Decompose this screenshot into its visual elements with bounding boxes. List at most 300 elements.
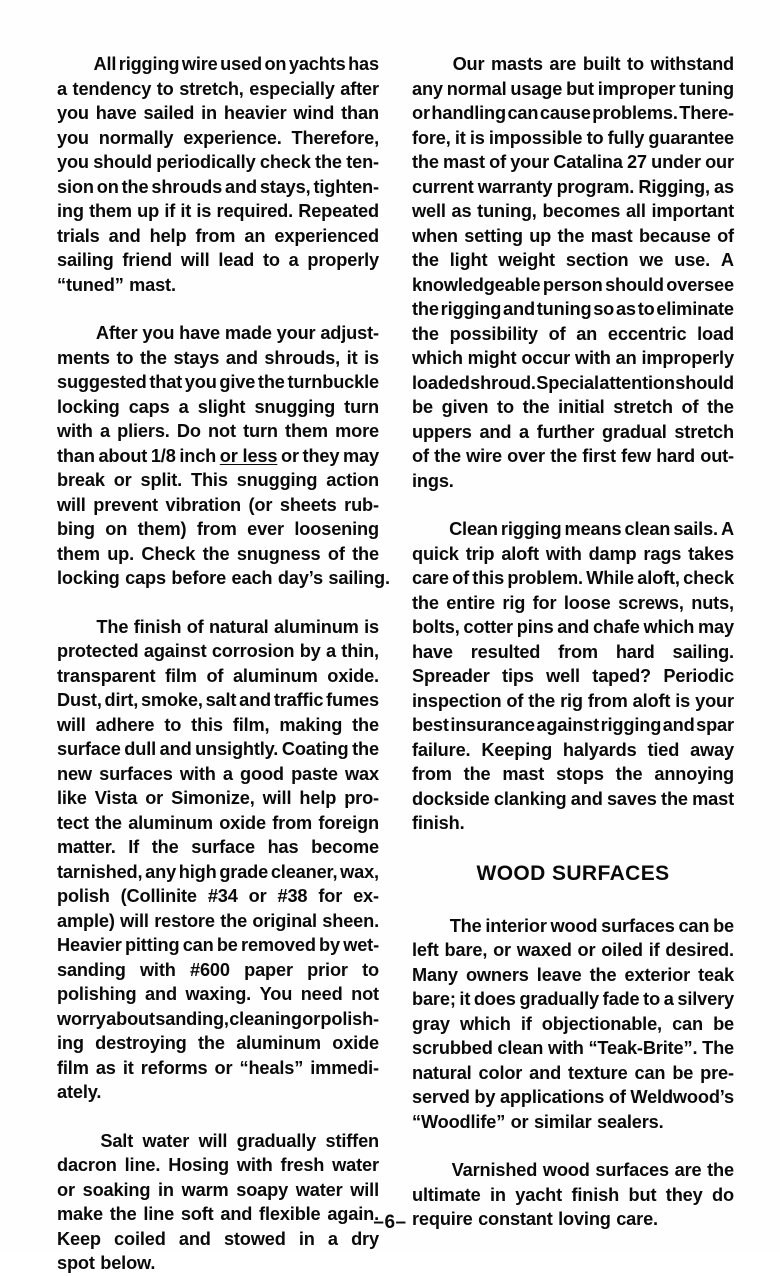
word: require [412, 1209, 473, 1229]
word: or [412, 103, 430, 123]
word: stretch [613, 397, 673, 417]
paragraph [57, 1129, 379, 1276]
word: if [164, 201, 176, 221]
word: or [510, 1111, 529, 1132]
word: like [57, 788, 87, 808]
text-line [412, 150, 734, 175]
word: bare, [444, 940, 488, 960]
text-line [412, 938, 734, 963]
word: this [191, 714, 223, 735]
word: dacron [57, 1155, 117, 1175]
word: not [208, 421, 236, 441]
word: of [489, 152, 506, 172]
word: to [586, 127, 604, 148]
word: dockside [412, 788, 490, 809]
word: the [412, 323, 439, 344]
word: occur [521, 348, 571, 368]
word: good [240, 763, 284, 784]
word: aluminum [236, 1033, 321, 1053]
word: will [350, 1179, 379, 1200]
word: the [412, 250, 439, 270]
paragraph [412, 52, 734, 493]
word: break [57, 470, 105, 490]
word: Varnished [451, 1160, 538, 1180]
word: making [279, 714, 343, 735]
word: Periodic [663, 666, 734, 686]
word: will [198, 1130, 228, 1151]
word: sailing. [328, 568, 390, 588]
word: is [675, 690, 691, 711]
word: knowledgeable [412, 274, 541, 295]
word: than [57, 445, 95, 466]
word: of [452, 568, 469, 588]
text-line [57, 688, 379, 713]
word: stops [556, 764, 604, 784]
word: cleaning [229, 1008, 302, 1029]
word: to [156, 78, 174, 99]
word: on [264, 54, 287, 74]
word: caps [128, 396, 170, 417]
word: water [142, 1130, 190, 1151]
text-line [57, 1080, 379, 1105]
word: away [690, 739, 734, 760]
text-line [57, 468, 379, 493]
word: aluminum [274, 616, 359, 637]
text-line [412, 126, 734, 151]
word: tendency [72, 78, 152, 99]
word: wire [181, 54, 218, 74]
word: our [705, 152, 734, 172]
word: #38 [277, 886, 308, 906]
word: shroud. [470, 372, 536, 393]
word: pins [516, 617, 554, 637]
word: it [122, 1057, 134, 1078]
text-line [57, 835, 379, 860]
word: shrouds [151, 176, 223, 197]
word: warm [181, 1179, 229, 1200]
word: should [605, 274, 664, 295]
text-line [57, 321, 379, 346]
word: film [165, 665, 197, 686]
text-line [412, 787, 734, 812]
word: owners [465, 964, 529, 985]
word: aloft [632, 690, 671, 711]
word: uppers [412, 421, 472, 442]
word: clanking [493, 788, 567, 809]
text-line [57, 1007, 379, 1032]
word: adhere [95, 714, 155, 735]
word: or [248, 886, 267, 906]
text-line [412, 1085, 734, 1110]
text-line [57, 860, 379, 885]
word: natural [209, 616, 269, 637]
word: eliminate [656, 299, 734, 319]
word: original [252, 910, 317, 931]
word: well [412, 201, 446, 221]
word: but [566, 78, 594, 99]
word: be [672, 1062, 694, 1083]
word: eccentric [607, 323, 687, 344]
word: surfaces [595, 1160, 669, 1180]
word: of [327, 543, 345, 564]
word: waxed [516, 940, 572, 960]
text-line [57, 1153, 379, 1178]
word: is [469, 127, 485, 148]
word: similar [533, 1111, 592, 1132]
word: it [454, 127, 466, 148]
word: with [545, 543, 582, 564]
word: Hosing [168, 1155, 229, 1175]
word: can [507, 103, 539, 123]
word: sheen. [322, 910, 379, 931]
word: should [675, 372, 734, 393]
word: loosening [294, 519, 379, 539]
word: sion [57, 176, 94, 197]
word: wood [542, 1160, 590, 1180]
word: aluminum [128, 812, 213, 833]
text-line [412, 469, 734, 494]
word: dry [351, 1228, 379, 1249]
word: natural [412, 1062, 472, 1083]
word: is [196, 201, 212, 221]
word: on [105, 519, 128, 539]
text-line [57, 370, 379, 395]
word: 27 [626, 152, 647, 172]
text-line [57, 1178, 379, 1203]
word: the [139, 347, 167, 368]
text-line [57, 517, 379, 542]
word: surface [57, 739, 121, 759]
word: ex- [353, 886, 379, 906]
word: 1/8 [150, 445, 176, 466]
word: tarnished, [57, 861, 143, 882]
text-line [57, 811, 379, 836]
word: stretch, [179, 78, 244, 99]
word: paper [244, 959, 293, 980]
word: may [698, 617, 734, 637]
word: an [615, 348, 637, 368]
word: by [299, 641, 321, 661]
word: up [529, 225, 552, 246]
word: we [639, 250, 664, 270]
word: inspection [412, 690, 502, 711]
word: give [219, 372, 256, 392]
word: and [570, 788, 603, 809]
word: desired. [665, 940, 734, 960]
word: masts [491, 54, 543, 74]
word: film [57, 1057, 89, 1078]
word: cleaner, [270, 861, 338, 882]
word: snugging [254, 396, 336, 417]
word: Rigging, [638, 176, 710, 197]
word: waxing. [185, 984, 252, 1004]
word: as [95, 1057, 116, 1078]
word: sailed [143, 103, 195, 123]
text-line [412, 1012, 734, 1037]
word: from [412, 764, 452, 784]
word: become [311, 837, 379, 857]
word: Spreader [412, 666, 490, 686]
word: halyards [562, 739, 637, 760]
word: or [145, 788, 164, 808]
text-line [57, 199, 379, 224]
word: failure. [412, 739, 471, 760]
word: line. [124, 1155, 161, 1175]
word: do [712, 1184, 734, 1205]
word: shrouds, [264, 347, 341, 368]
word: vibration [165, 494, 241, 515]
word: wax, [340, 861, 379, 882]
word: have [179, 323, 221, 343]
word: care [412, 568, 449, 588]
word: this [472, 568, 505, 588]
word: color [478, 1062, 523, 1083]
word: mast. [129, 274, 176, 295]
word: wax [345, 763, 379, 784]
word: smoke, [140, 690, 203, 710]
word: under [651, 152, 701, 172]
text-line [57, 248, 379, 273]
word: they [665, 1184, 703, 1205]
word: Weldwood’s [630, 1087, 734, 1107]
word: bing [57, 519, 95, 539]
word: normal [446, 78, 507, 99]
word: make [57, 1204, 103, 1224]
word: paste [291, 763, 338, 784]
word: surfaces [601, 915, 675, 936]
word: tuning [536, 299, 592, 319]
word: destroying [95, 1033, 187, 1053]
word: light [449, 250, 488, 270]
word: removed [241, 935, 316, 955]
word: check [683, 568, 734, 588]
word: use. [674, 250, 711, 270]
word: mast [443, 152, 485, 172]
word: may [342, 445, 379, 466]
word: #34 [207, 886, 238, 906]
word: snugging [236, 470, 318, 490]
word: gradual [601, 421, 667, 442]
word: silvery [677, 989, 734, 1009]
word: oxide [332, 1033, 379, 1053]
word: chafe [592, 617, 640, 637]
paragraph [57, 321, 390, 591]
word: or [57, 1179, 75, 1200]
word: the [220, 910, 248, 931]
text-line [412, 1158, 734, 1183]
word: aloft [501, 543, 539, 564]
word: with [57, 421, 93, 441]
word: impossible [488, 127, 583, 148]
word: rub- [344, 494, 379, 515]
text-line [57, 1031, 379, 1056]
word: you [57, 152, 89, 172]
text-line [412, 297, 734, 322]
word: given [441, 397, 489, 417]
word: can [182, 935, 214, 955]
word: against [143, 641, 207, 661]
word: an [244, 225, 266, 246]
word: improper [597, 78, 676, 99]
word: Therefore, [291, 127, 379, 148]
word: mast [590, 225, 633, 246]
word: or [493, 940, 511, 960]
text-line [412, 664, 734, 689]
word: has [267, 837, 299, 857]
word: ately. [57, 1082, 102, 1102]
word: served [412, 1087, 470, 1107]
word: fade [602, 989, 640, 1009]
word: inch [179, 445, 217, 466]
word: prevent [93, 494, 158, 515]
text-column-right [412, 52, 734, 1232]
word: any [145, 861, 177, 882]
word: which [643, 617, 695, 637]
word: dull [124, 739, 157, 759]
word: your [276, 323, 316, 343]
word: the [615, 764, 643, 784]
text-line [57, 542, 379, 567]
word: corrosion [211, 641, 295, 661]
text-line [412, 371, 734, 396]
word: foreign [318, 812, 379, 833]
word: transparent [57, 665, 156, 686]
first-line-indent [57, 615, 91, 640]
word: a [327, 1228, 338, 1249]
word: for [318, 886, 343, 906]
word: annoying [654, 764, 734, 784]
word: with [547, 1038, 584, 1058]
word: stiffen [325, 1130, 379, 1151]
word: against [536, 715, 600, 735]
text-line [57, 77, 379, 102]
word: polish- [320, 1008, 379, 1029]
word: aloft, [637, 568, 680, 588]
word: soapy [236, 1179, 289, 1200]
word: stays [173, 347, 220, 368]
word: be [216, 935, 238, 955]
word: and [225, 347, 258, 368]
text-line [412, 963, 734, 988]
word: important [651, 201, 734, 221]
word: locking [57, 568, 120, 588]
word: Clean [449, 519, 498, 539]
word: by [319, 935, 340, 955]
text-line [412, 273, 734, 298]
word: attention [599, 372, 675, 393]
word: a [222, 763, 233, 784]
word: you [184, 372, 217, 392]
word: insurance [450, 715, 535, 735]
text-line [57, 395, 379, 420]
word: damp [588, 543, 637, 564]
word: a [178, 396, 189, 417]
word: left [412, 940, 439, 960]
text-line [412, 52, 734, 77]
word: turnbuckle [287, 372, 379, 392]
word: of [681, 397, 699, 417]
word: is [364, 347, 379, 368]
text-line [57, 493, 379, 518]
word: which [459, 1013, 511, 1034]
word: guarantee [648, 127, 734, 148]
word: the [707, 397, 734, 417]
word: suggested [57, 372, 147, 392]
paragraph [412, 914, 734, 1135]
text-line [57, 175, 379, 200]
word: caps [125, 568, 166, 588]
word: wind [293, 103, 335, 123]
word: tighten- [313, 176, 379, 197]
text-line [57, 52, 379, 77]
word: to [637, 299, 655, 319]
word: the [315, 152, 342, 172]
word: built [582, 54, 621, 74]
word: to [497, 397, 514, 417]
word: will [57, 714, 86, 735]
word: weight [498, 250, 555, 270]
word: are [674, 1160, 702, 1180]
word: or [113, 470, 132, 490]
word: texture [567, 1062, 628, 1083]
text-line [57, 566, 390, 591]
word: required. [216, 201, 293, 221]
word: your [695, 690, 734, 711]
word: to [116, 347, 134, 368]
word: properly [307, 250, 379, 270]
text-line [57, 933, 379, 958]
word: Vista [94, 788, 138, 808]
word: grade [219, 861, 269, 882]
word: care. [616, 1209, 658, 1229]
word: Do [176, 421, 201, 441]
word: the [528, 690, 556, 711]
word: oiled [601, 940, 643, 960]
text-line [412, 762, 734, 787]
word: as [714, 176, 734, 197]
paragraph [412, 517, 734, 836]
word: sailing. [672, 641, 734, 662]
word: when [412, 225, 458, 246]
word: loose [563, 592, 611, 613]
text-line [412, 444, 734, 469]
word: over [507, 446, 545, 466]
word: heavier [223, 103, 287, 123]
first-line-indent [57, 1129, 91, 1154]
text-line [412, 77, 734, 102]
word: a [57, 78, 67, 99]
word: than [341, 103, 379, 123]
word: of [412, 446, 429, 466]
word: coiled [114, 1228, 166, 1249]
word: stretch [674, 421, 734, 442]
word: and [529, 1062, 562, 1083]
word: are [549, 54, 577, 74]
word: because [638, 225, 711, 246]
text-line [412, 175, 734, 200]
word: Keep [57, 1228, 101, 1249]
word: and [479, 421, 512, 442]
word: they [302, 445, 340, 466]
word: sanding [57, 959, 126, 980]
word: Check [141, 543, 196, 564]
word: have [412, 641, 453, 662]
word: resulted [470, 641, 541, 662]
word: periodically [156, 152, 256, 172]
word: “Teak-Brite”. [588, 1038, 698, 1058]
word: ten- [346, 152, 379, 172]
word: constant [478, 1209, 553, 1229]
